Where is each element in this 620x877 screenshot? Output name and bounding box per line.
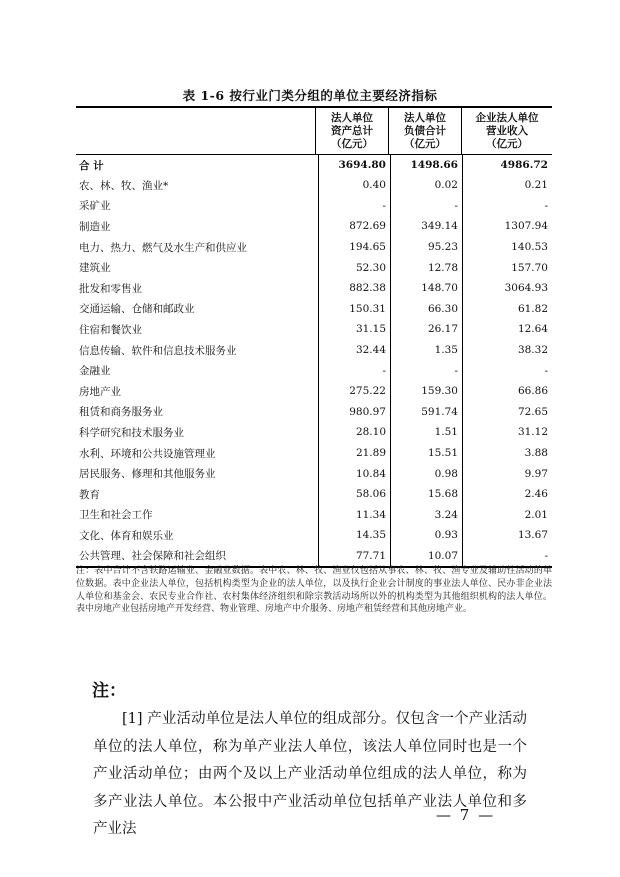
row-revenue: - bbox=[462, 360, 552, 381]
table-row bbox=[76, 175, 552, 196]
table-footnote: 注：表中合计不含铁路运输业、金融业数据。表中农、林、牧、渔业仅包括从事农、林、牧、渔专业及辅助性活动的单位数据。表中企业法人单位，包括机构类型为企业的法人单位，以及执行企业会计制度的事业法人单位、民办非企业法人单位和基金会、农民专业合作社、农村集体经济组织和除宗教活动场所以外的机构类型为其他组织机构的法人单位。表中房地产业包括房地产开发经营、物业管理、房地产中介服务、房地产租赁经营和其他房地产业。 bbox=[76, 566, 552, 615]
table-row bbox=[76, 196, 552, 217]
table-row bbox=[76, 505, 552, 526]
row-label: 租赁和商务服务业 bbox=[79, 406, 163, 419]
row-revenue: - bbox=[462, 196, 552, 217]
statistics-table bbox=[76, 106, 552, 568]
table-row bbox=[76, 463, 552, 484]
total-revenue: 4986.72 bbox=[462, 155, 552, 175]
row-liabilities: 591.74 bbox=[390, 402, 462, 423]
table-header bbox=[76, 108, 552, 154]
row-label: 公共管理、社会保障和社会组织 bbox=[79, 550, 226, 563]
total-label: 合 计 bbox=[79, 159, 104, 172]
row-assets: - bbox=[318, 196, 390, 217]
table-title: 表 1-6 按行业门类分组的单位主要经济指标 bbox=[182, 88, 438, 103]
header-revenue bbox=[461, 108, 552, 154]
table-total-row bbox=[76, 155, 552, 175]
row-liabilities: - bbox=[390, 360, 462, 381]
row-assets: 14.35 bbox=[318, 525, 390, 546]
row-label: 居民服务、修理和其他服务业 bbox=[79, 468, 216, 481]
table-row bbox=[76, 402, 552, 423]
row-liabilities: 15.68 bbox=[390, 484, 462, 505]
header-revenue-line3: （亿元） bbox=[486, 137, 528, 150]
row-label: 农、林、牧、渔业* bbox=[79, 179, 169, 192]
row-liabilities: 1.51 bbox=[390, 422, 462, 443]
header-liabilities-line1: 法人单位 bbox=[404, 111, 446, 124]
row-label: 批发和零售业 bbox=[79, 282, 142, 295]
row-revenue: 3064.93 bbox=[462, 278, 552, 299]
row-liabilities: 15.51 bbox=[390, 443, 462, 464]
table-row bbox=[76, 278, 552, 299]
row-label: 教育 bbox=[79, 488, 100, 501]
header-assets-line1: 法人单位 bbox=[331, 111, 373, 124]
row-label: 信息传输、软件和信息技术服务业 bbox=[79, 344, 237, 357]
row-label: 金融业 bbox=[79, 365, 111, 378]
row-liabilities: 0.02 bbox=[390, 175, 462, 196]
row-revenue: 1307.94 bbox=[462, 216, 552, 237]
row-revenue: 61.82 bbox=[462, 299, 552, 320]
row-label: 交通运输、仓储和邮政业 bbox=[79, 303, 195, 316]
table-row bbox=[76, 257, 552, 278]
table-row bbox=[76, 546, 552, 567]
header-assets-line2: 资产总计 bbox=[331, 124, 373, 137]
row-label: 水利、环境和公共设施管理业 bbox=[79, 447, 216, 460]
row-revenue: 31.12 bbox=[462, 422, 552, 443]
row-assets: 882.38 bbox=[318, 278, 390, 299]
table-row bbox=[76, 360, 552, 381]
row-liabilities: 12.78 bbox=[390, 257, 462, 278]
row-label: 建筑业 bbox=[79, 262, 111, 275]
page-number: — 7 — bbox=[436, 806, 496, 824]
row-revenue: 0.21 bbox=[462, 175, 552, 196]
row-assets: 150.31 bbox=[318, 299, 390, 320]
row-assets: 52.30 bbox=[318, 257, 390, 278]
row-assets: 275.22 bbox=[318, 381, 390, 402]
row-liabilities: - bbox=[390, 196, 462, 217]
header-assets bbox=[315, 108, 388, 154]
row-assets: 11.34 bbox=[318, 505, 390, 526]
total-assets: 3694.80 bbox=[318, 155, 390, 175]
row-liabilities: 26.17 bbox=[390, 319, 462, 340]
table-row bbox=[76, 525, 552, 546]
row-revenue: 157.70 bbox=[462, 257, 552, 278]
row-revenue: 140.53 bbox=[462, 237, 552, 258]
row-revenue: 2.46 bbox=[462, 484, 552, 505]
row-liabilities: 95.23 bbox=[390, 237, 462, 258]
header-blank-cell bbox=[76, 108, 315, 154]
table-row bbox=[76, 484, 552, 505]
row-label: 卫生和社会工作 bbox=[79, 509, 153, 522]
row-assets: 10.84 bbox=[318, 463, 390, 484]
header-assets-line3: （亿元） bbox=[331, 137, 373, 150]
total-liabilities: 1498.66 bbox=[390, 155, 462, 175]
table-row bbox=[76, 299, 552, 320]
row-label: 房地产业 bbox=[79, 385, 121, 398]
row-revenue: 9.97 bbox=[462, 463, 552, 484]
row-assets: 58.06 bbox=[318, 484, 390, 505]
row-assets: 21.89 bbox=[318, 443, 390, 464]
notes-heading: 注： bbox=[92, 681, 126, 701]
row-liabilities: 349.14 bbox=[390, 216, 462, 237]
table-row bbox=[76, 237, 552, 258]
row-revenue: 2.01 bbox=[462, 505, 552, 526]
row-revenue: 3.88 bbox=[462, 443, 552, 464]
table-row bbox=[76, 381, 552, 402]
table-body bbox=[76, 175, 552, 566]
row-assets: - bbox=[318, 360, 390, 381]
row-label: 制造业 bbox=[79, 220, 111, 233]
row-liabilities: 1.35 bbox=[390, 340, 462, 361]
row-revenue: 13.67 bbox=[462, 525, 552, 546]
table-row bbox=[76, 443, 552, 464]
row-liabilities: 66.30 bbox=[390, 299, 462, 320]
row-assets: 194.65 bbox=[318, 237, 390, 258]
row-label: 住宿和餐饮业 bbox=[79, 323, 142, 336]
row-assets: 0.40 bbox=[318, 175, 390, 196]
table-row bbox=[76, 216, 552, 237]
table-row bbox=[76, 319, 552, 340]
row-assets: 980.97 bbox=[318, 402, 390, 423]
row-liabilities: 148.70 bbox=[390, 278, 462, 299]
table-row bbox=[76, 422, 552, 443]
row-liabilities: 10.07 bbox=[390, 546, 462, 567]
header-liabilities-line2: 负债合计 bbox=[404, 124, 446, 137]
row-assets: 28.10 bbox=[318, 422, 390, 443]
row-liabilities: 0.93 bbox=[390, 525, 462, 546]
row-revenue: - bbox=[462, 546, 552, 567]
row-revenue: 66.86 bbox=[462, 381, 552, 402]
header-revenue-line1: 企业法人单位 bbox=[475, 111, 539, 124]
row-label: 科学研究和技术服务业 bbox=[79, 426, 184, 439]
row-assets: 32.44 bbox=[318, 340, 390, 361]
row-label: 文化、体育和娱乐业 bbox=[79, 529, 174, 542]
header-liabilities bbox=[388, 108, 461, 154]
row-assets: 31.15 bbox=[318, 319, 390, 340]
row-revenue: 72.65 bbox=[462, 402, 552, 423]
header-liabilities-line3: （亿元） bbox=[404, 137, 446, 150]
row-assets: 77.71 bbox=[318, 546, 390, 567]
row-liabilities: 3.24 bbox=[390, 505, 462, 526]
header-revenue-line2: 营业收入 bbox=[486, 124, 528, 137]
row-revenue: 38.32 bbox=[462, 340, 552, 361]
row-label: 采矿业 bbox=[79, 200, 111, 213]
row-label: 电力、热力、燃气及水生产和供应业 bbox=[79, 241, 247, 254]
row-assets: 872.69 bbox=[318, 216, 390, 237]
table-row bbox=[76, 340, 552, 361]
notes-paragraph: [1] 产业活动单位是法人单位的组成部分。仅包含一个产业活动单位的法人单位，称为单产业法人单位，该法人单位同时也是一个产业活动单位；由两个及以上产业活动单位组成的法人单位，称为多产业法人单位。本公报中产业活动单位包括单产业法人单位和多产业法 bbox=[93, 711, 527, 837]
row-liabilities: 0.98 bbox=[390, 463, 462, 484]
row-liabilities: 159.30 bbox=[390, 381, 462, 402]
row-revenue: 12.64 bbox=[462, 319, 552, 340]
